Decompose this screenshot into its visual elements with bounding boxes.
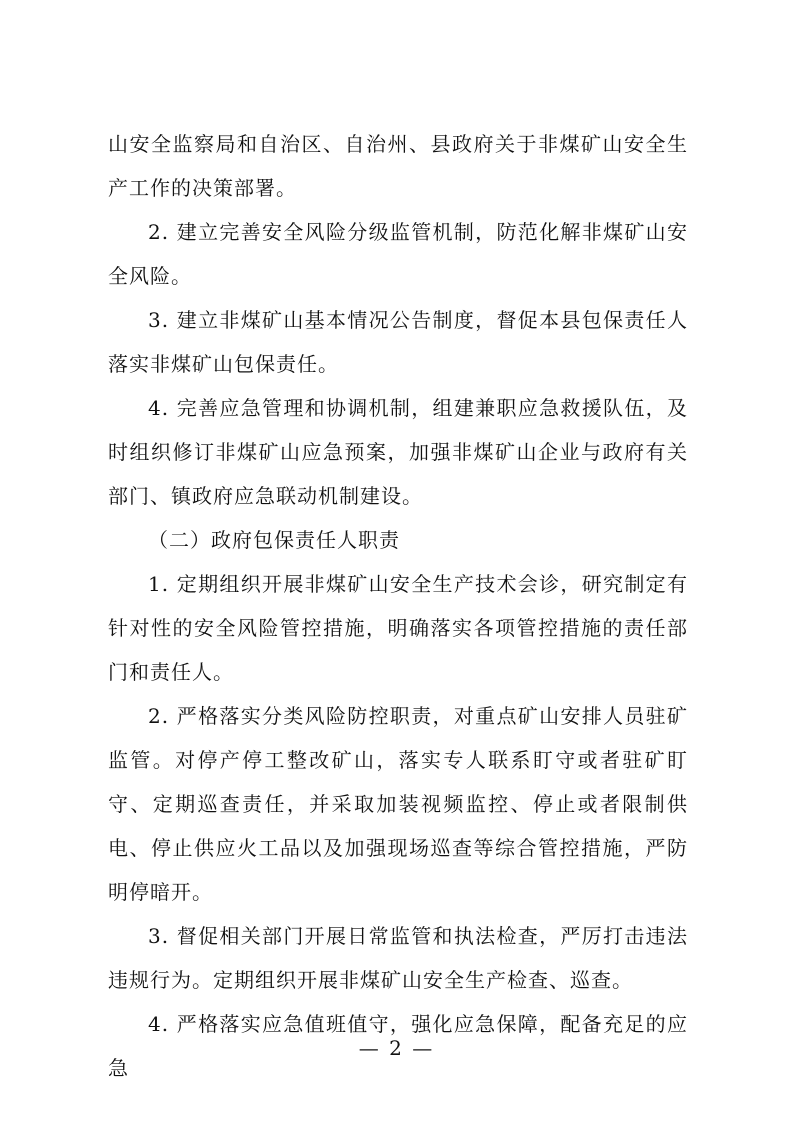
- paragraph-item-4: 4. 完善应急管理和协调机制，组建兼职应急救援队伍，及时组织修订非煤矿山应急预案，加强非煤矿山企业与政府有关部门、镇政府应急联动机制建设。: [108, 396, 688, 508]
- section-heading: （二）政府包保责任人职责: [148, 528, 400, 552]
- paragraph-item-3: 3. 建立非煤矿山基本情况公告制度，督促本县包保责任人落实非煤矿山包保责任。: [108, 308, 688, 376]
- page-number: — 2 —: [358, 1036, 435, 1060]
- paragraph-duty-3: 3. 督促相关部门开展日常监管和执法检查，严厉打击违法违规行为。定期组织开展非煤矿山安全生产检查、巡查。: [108, 924, 688, 992]
- paragraph-duty-1: 1. 定期组织开展非煤矿山安全生产技术会诊，研究制定有针对性的安全风险管控措施，明确落实各项管控措施的责任部门和责任人。: [108, 572, 688, 684]
- paragraph-duty-4: 4. 严格落实应急值班值守，强化应急保障，配备充足的应急: [108, 1012, 688, 1080]
- document-body: [108, 122, 688, 1090]
- paragraph-duty-2: 2. 严格落实分类风险防控职责，对重点矿山安排人员驻矿监管。对停产停工整改矿山，落实专人联系盯守或者驻矿盯守、定期巡查责任，并采取加装视频监控、停止或者限制供电、停止供应火工品以及加强现场巡查等综合管控措施，严防明停暗开。: [108, 704, 688, 904]
- paragraph-continuation: 山安全监察局和自治区、自治州、县政府关于非煤矿山安全生产工作的决策部署。: [108, 132, 688, 200]
- paragraph-item-2: 2. 建立完善安全风险分级监管机制，防范化解非煤矿山安全风险。: [108, 220, 688, 288]
